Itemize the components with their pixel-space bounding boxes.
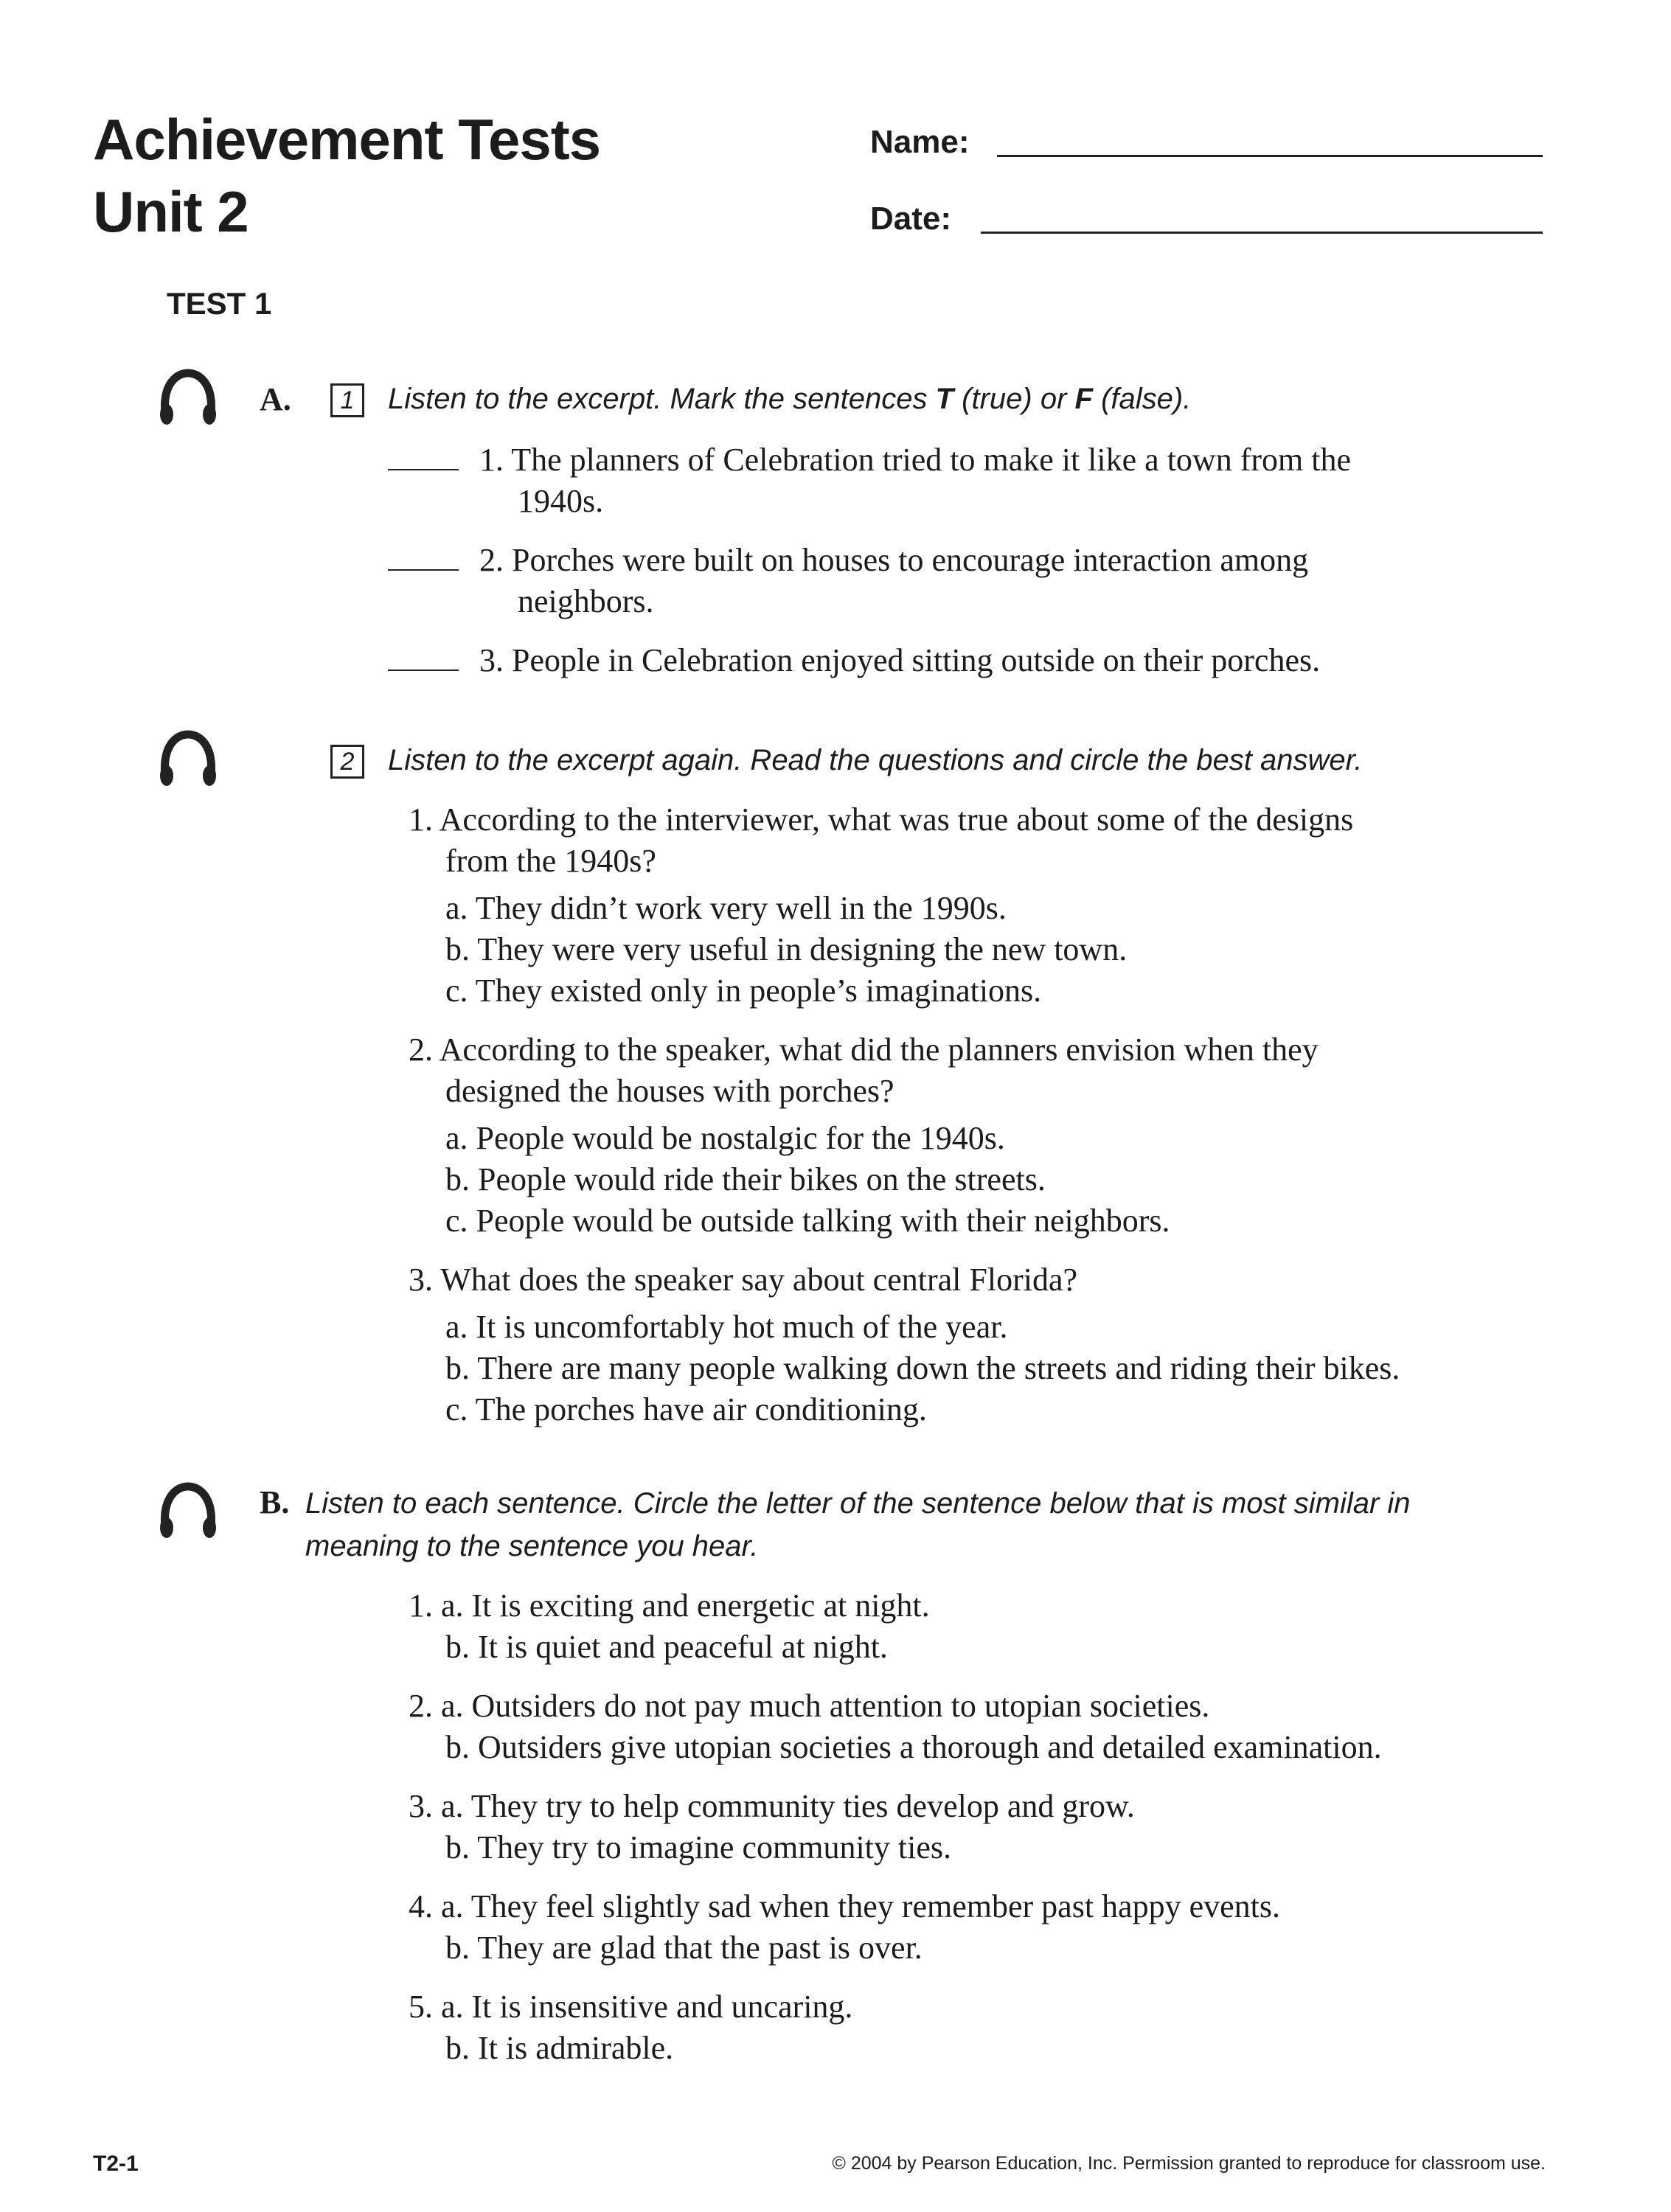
part-2-instruction: Listen to the excerpt again. Read the questions and circle the best answer. xyxy=(388,744,1363,776)
tf-item-2: 2. Porches were built on houses to encourage interaction among neighbors. xyxy=(479,542,1309,619)
option[interactable]: 2. a. Outsiders do not pay much attention to utopian societies. xyxy=(409,1688,1210,1724)
option[interactable]: c. People would be outside talking with their neighbors. xyxy=(445,1203,1170,1239)
page-title xyxy=(93,103,600,248)
sentence-item-1 xyxy=(409,1585,1529,1668)
name-line[interactable] xyxy=(997,155,1543,157)
part-1-instruction: Listen to the excerpt. Mark the sentences T (true) or F (false). xyxy=(388,383,1192,415)
date-label: Date: xyxy=(870,201,952,237)
section-b-letter: B. xyxy=(260,1484,290,1520)
title-line-2: Unit 2 xyxy=(93,179,249,244)
option[interactable]: 5. a. It is insensitive and uncaring. xyxy=(409,1989,853,2025)
sentence-item-4 xyxy=(409,1886,1529,1969)
section-a-letter: A. xyxy=(260,381,291,417)
part-2-box: 2 xyxy=(330,745,364,779)
name-field[interactable] xyxy=(870,124,970,161)
tf-item-1: 1. The planners of Celebration tried to make it like a town from the 1940s. xyxy=(479,442,1351,519)
tf-item-3: 3. People in Celebration enjoyed sitting outside on their porches. xyxy=(479,642,1321,678)
option[interactable]: c. They existed only in people’s imaginations. xyxy=(445,973,1042,1009)
option[interactable]: 4. a. They feel slightly sad when they remember past happy events. xyxy=(409,1888,1280,1924)
option[interactable]: b. There are many people walking down the streets and riding their bikes. xyxy=(445,1350,1400,1386)
sentence-item-2 xyxy=(409,1686,1529,1768)
option[interactable]: b. Outsiders give utopian societies a thorough and detailed examination. xyxy=(445,1729,1382,1765)
copyright-notice: © 2004 by Pearson Education, Inc. Permission granted to reproduce for classroom use. xyxy=(832,2153,1546,2174)
option[interactable]: 3. a. They try to help community ties develop and grow. xyxy=(409,1788,1135,1824)
sentence-item-3 xyxy=(409,1786,1529,1868)
test-label: TEST 1 xyxy=(167,286,272,321)
option[interactable]: b. They are glad that the past is over. xyxy=(445,1930,923,1966)
question-3: 3. What does the speaker say about central Florida? a. It is uncomfortably hot much of the year. b. There are many people walking down the streets and riding their bikes. c. The porches have air conditioning. xyxy=(409,1259,1529,1430)
section-b-instruction: Listen to each sentence. Circle the letter of the sentence below that is most similar in meaning to the sentence you hear. xyxy=(305,1487,1411,1562)
answer-blank-2[interactable] xyxy=(388,569,459,571)
question-1: 1. According to the interviewer, what was true about some of the designs from the 1940s? a. They didn’t work very well in the 1990s. b. They were very useful in designing the new town. c. They existed only in people’s imaginations. xyxy=(409,799,1515,1012)
title-line-1: Achievement Tests xyxy=(93,107,601,172)
option[interactable]: b. People would ride their bikes on the streets. xyxy=(445,1161,1046,1197)
question-2: 2. According to the speaker, what did the planners envision when they designed the houses with porches? a. People would be nostalgic for the 1940s. b. People would ride their bikes on the streets. c. People would be outside talking with their neighbors. xyxy=(409,1029,1515,1242)
sentence-item-5 xyxy=(409,1986,1529,2069)
answer-blank-1[interactable] xyxy=(388,469,459,470)
name-label: Name: xyxy=(870,124,970,160)
headphones-icon xyxy=(155,730,221,789)
option[interactable]: a. People would be nostalgic for the 1940s. xyxy=(445,1120,1005,1156)
option[interactable]: b. They were very useful in designing the new town. xyxy=(445,931,1128,967)
date-line[interactable] xyxy=(981,232,1543,234)
answer-blank-3[interactable] xyxy=(388,669,459,671)
page-code: T2-1 xyxy=(93,2152,139,2176)
option[interactable]: c. The porches have air conditioning. xyxy=(445,1391,927,1427)
option[interactable]: a. They didn’t work very well in the 1990s. xyxy=(445,890,1007,926)
option[interactable]: 1. a. It is exciting and energetic at night. xyxy=(409,1587,930,1624)
date-field[interactable] xyxy=(870,201,951,237)
option[interactable]: b. They try to imagine community ties. xyxy=(445,1829,951,1865)
part-1-box: 1 xyxy=(330,383,364,417)
headphones-icon xyxy=(155,1482,221,1541)
option[interactable]: a. It is uncomfortably hot much of the year. xyxy=(445,1309,1008,1345)
option[interactable]: b. It is quiet and peaceful at night. xyxy=(445,1629,888,1665)
option[interactable]: b. It is admirable. xyxy=(445,2030,674,2066)
headphones-icon xyxy=(155,369,221,428)
